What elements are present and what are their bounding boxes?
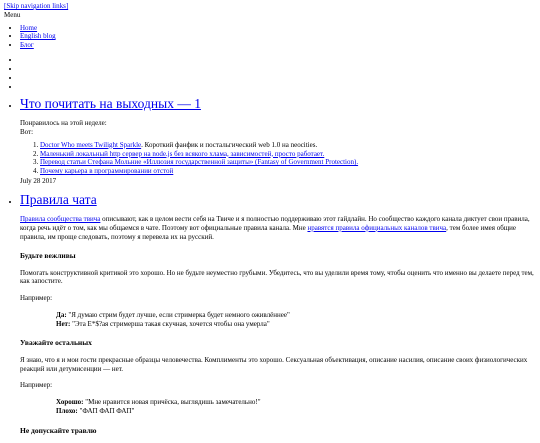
post-paragraph: Помогать конструктивной критикой это хорошо. Но не будьте неуместно грубыми. Убедитесь, что вы уделили время тому, чтобы оценить что именно вы делаете перед тем, как запостите. — [20, 268, 534, 286]
example-text: "Я думаю стрим будет лучше, если стримерка будет немного оживлённее" — [66, 310, 290, 319]
section-heading: Уважайте остальных — [20, 338, 92, 348]
list-item — [40, 141, 536, 150]
example-line — [56, 311, 536, 320]
post-paragraph — [20, 215, 536, 241]
main-nav — [4, 24, 536, 50]
post-intro: Понравилось на этой неделе: — [20, 119, 107, 128]
nav-item-home — [20, 24, 536, 33]
reading-link[interactable]: Перевод статьи Стефана Мольние «Иллюзия государственной защиты» (Fantasy of Government Protection). — [40, 158, 359, 167]
example-block — [56, 311, 536, 329]
example-text: "Мне нравится новая причёска, выглядишь замечательно!" — [83, 398, 261, 407]
post-title — [20, 192, 536, 208]
skip-navigation-link[interactable]: [Skip navigation links] — [4, 2, 69, 10]
social-link-item[interactable] — [20, 83, 536, 92]
example-line — [56, 407, 536, 416]
post-body — [20, 119, 536, 176]
paragraph-text: , тем более имея общие правила, им проще следовать, поэтому я перевела их на русский. — [20, 223, 517, 241]
example-line — [56, 320, 536, 329]
example-tag: Да: — [56, 310, 67, 319]
social-link-item[interactable] — [20, 56, 536, 65]
reading-link[interactable]: Doctor Who meets Twilight Sparkle — [40, 140, 142, 149]
list-item — [40, 167, 536, 176]
social-link-item[interactable] — [20, 65, 536, 74]
page — [4, 2, 536, 443]
example-line — [56, 398, 536, 407]
section-heading: Будьте вежливы — [20, 251, 76, 261]
nav-link-english-blog[interactable]: English blog — [20, 32, 56, 41]
example-text: "ФАП ФАП ФАП" — [77, 406, 135, 415]
nav-link-home[interactable]: Home — [20, 23, 38, 32]
posts-list — [4, 96, 536, 435]
post-sub: Вот: — [20, 128, 34, 137]
post-body — [20, 215, 536, 435]
social-links-list — [4, 56, 536, 92]
social-link-item[interactable] — [20, 74, 536, 83]
reading-link[interactable]: Почему карьера в программировании отстой — [40, 167, 174, 176]
example-label: Например: — [20, 294, 53, 303]
menu-label: Menu — [4, 10, 21, 19]
example-block — [56, 398, 536, 416]
example-text: "Эта Е*$?ая стримерша такая скучная, хочется чтобы она умерла" — [70, 319, 270, 328]
example-tag: Хорошо: — [56, 398, 84, 407]
post-title-link[interactable]: Что почитать на выходных — 1 — [20, 95, 201, 111]
example-tag: Плохо: — [56, 406, 78, 415]
section-heading: Не допускайте травлю — [20, 425, 97, 435]
nav-item-english-blog — [20, 32, 536, 41]
post-title — [20, 96, 536, 112]
official-rules-link[interactable]: нравятся правила официальных каналов твича — [307, 223, 447, 232]
post-title-link[interactable]: Правила чата — [20, 191, 97, 207]
nav-item-blog — [20, 41, 536, 50]
post-paragraph: Я знаю, что я и мои гости прекрасные образцы человечества. Комплименты это хорошо. Сексуальная объективация, описание насилия, описание своих физиологических реакций или детумисенции — нет. — [20, 355, 528, 373]
reading-link[interactable]: Маленький локальный http сервер на node.js без всякого хлама, зависимостей, просто работает. — [40, 149, 325, 158]
nav-link-blog[interactable]: Блог — [20, 41, 34, 49]
post-date: July 28 2017 — [20, 176, 57, 185]
post-item — [20, 192, 536, 435]
twitch-guidelines-link[interactable]: Правила сообщества твича — [20, 215, 101, 224]
example-tag: Нет: — [56, 319, 71, 328]
list-item — [40, 150, 536, 159]
example-label: Например: — [20, 381, 53, 390]
list-item — [40, 158, 536, 167]
reading-list — [20, 141, 536, 176]
paragraph-text: описывают, как в целом вести себя на Твиче и я полностью поддерживаю этот гайдлайн. Но сообщество каждого канала диктует свои правила, когда речь идёт о том, как мы общаемся в чате. Поэтому вот официальные правила канала. Мне — [20, 215, 530, 232]
reading-link-note: . Короткий фанфик и постальгический web 1.0 на neocities. — [141, 140, 318, 149]
post-item — [20, 96, 536, 186]
